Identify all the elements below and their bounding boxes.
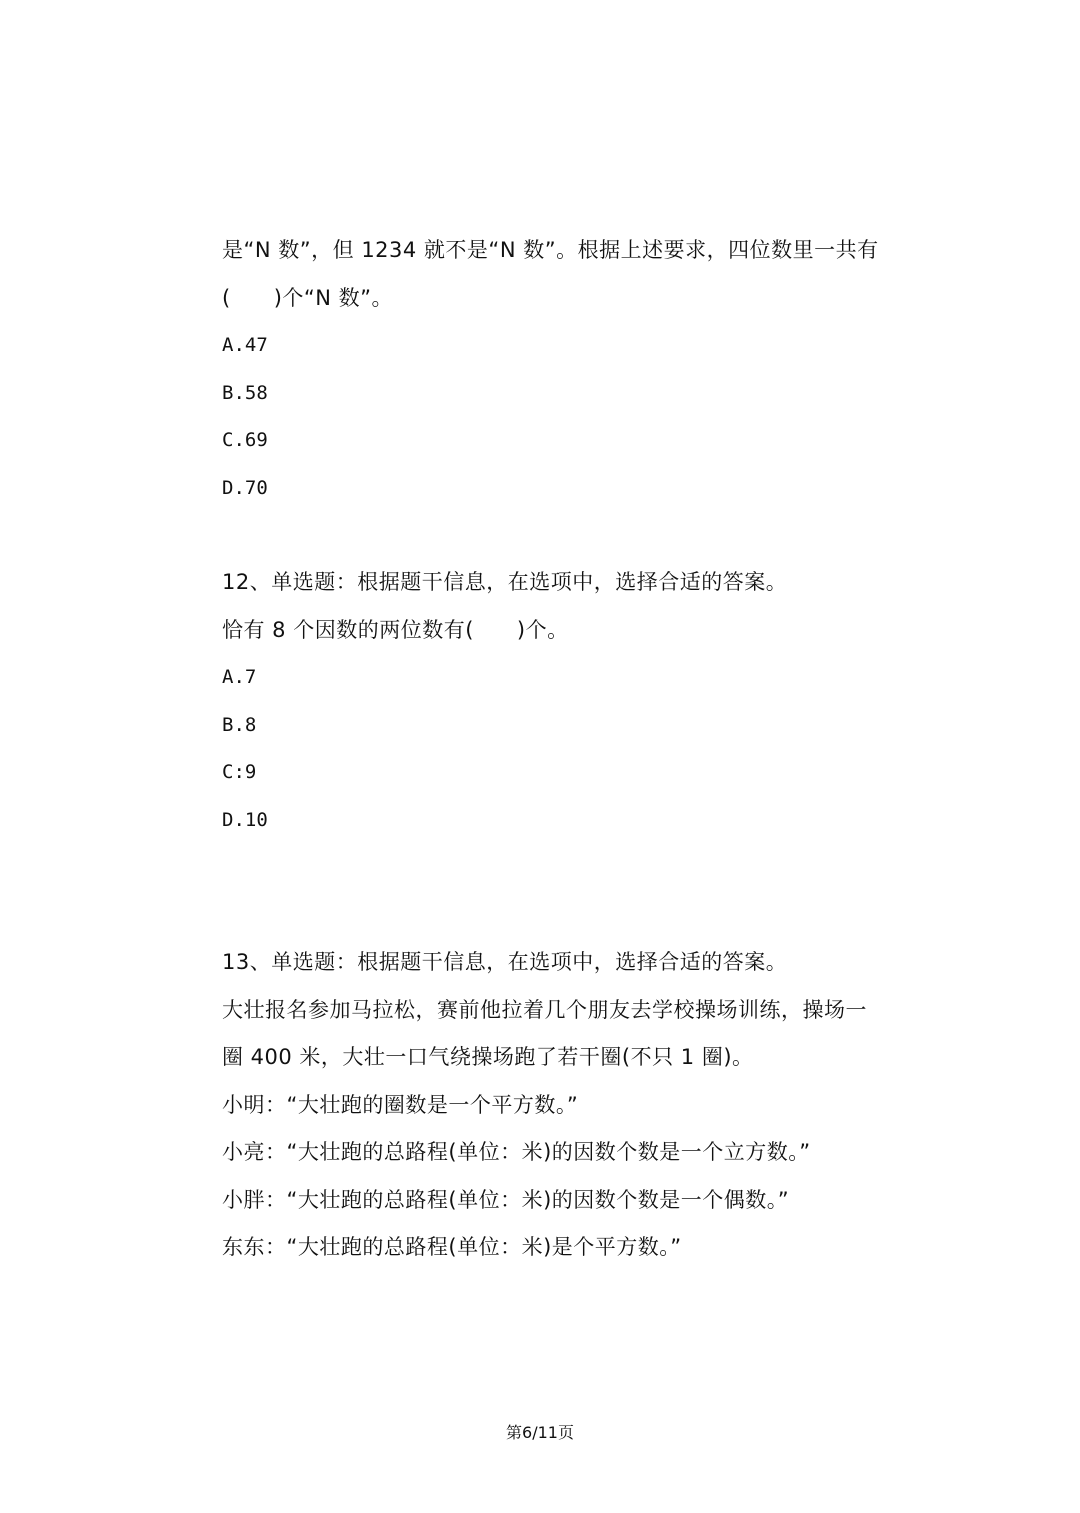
q13-statement-xiaoliang: 小亮：“大壮跑的总路程(单位：米)的因数个数是一个立方数。”	[222, 1140, 811, 1164]
q11-option-c[interactable]: C.69	[222, 429, 268, 451]
q12-stem: 恰有 8 个因数的两位数有( )个。	[222, 618, 569, 642]
q13-header: 13、单选题：根据题干信息，在选项中，选择合适的答案。	[222, 950, 788, 974]
q13-stem-line-2: 圈 400 米，大壮一口气绕操场跑了若干圈(不只 1 圈)。	[222, 1045, 754, 1069]
q12-option-c[interactable]: C:9	[222, 761, 257, 783]
q13-statement-xiaoming: 小明：“大壮跑的圈数是一个平方数。”	[222, 1093, 579, 1117]
q12-option-d[interactable]: D.10	[222, 809, 268, 831]
q11-stem-line-2: ( )个“N 数”。	[222, 286, 394, 310]
q11-option-b[interactable]: B.58	[222, 382, 268, 404]
q13-statement-dongdong: 东东：“大壮跑的总路程(单位：米)是个平方数。”	[222, 1235, 682, 1259]
q11-option-d[interactable]: D.70	[222, 477, 268, 499]
q12-option-b[interactable]: B.8	[222, 714, 257, 736]
q12-header: 12、单选题：根据题干信息，在选项中，选择合适的答案。	[222, 570, 788, 594]
page-number: 第6/11页	[506, 1423, 574, 1442]
q12-option-a[interactable]: A.7	[222, 666, 257, 688]
q13-statement-xiaopang: 小胖：“大壮跑的总路程(单位：米)的因数个数是一个偶数。”	[222, 1188, 790, 1212]
q11-option-a[interactable]: A.47	[222, 334, 268, 356]
q13-stem-line-1: 大壮报名参加马拉松，赛前他拉着几个朋友去学校操场训练，操场一	[222, 998, 867, 1022]
q11-stem-line-1: 是“N 数”，但 1234 就不是“N 数”。根据上述要求，四位数里一共有	[222, 238, 879, 262]
